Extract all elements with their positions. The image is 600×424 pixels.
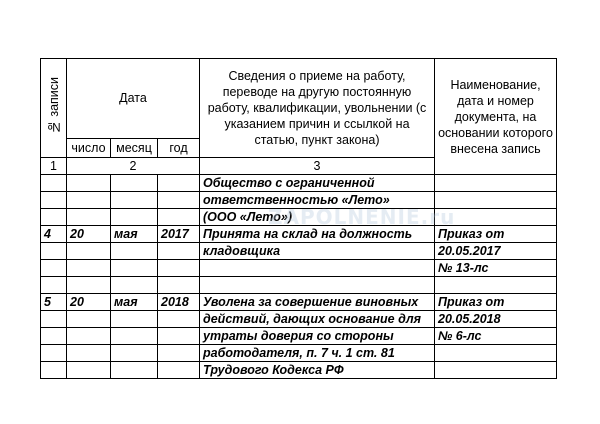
table-row <box>41 311 557 328</box>
entry-info-line: утраты доверия со стороны <box>200 328 435 345</box>
header-doc-line: основании которого <box>438 125 553 140</box>
entry-info-line: Уволена за совершение виновных <box>200 294 435 311</box>
table-row <box>41 328 557 345</box>
entry-day: 20 <box>67 226 111 243</box>
entry-doc-line: Приказ от <box>435 226 557 243</box>
entry-info-line: действий, дающих основание для <box>200 311 435 328</box>
table-row <box>41 277 557 294</box>
header-document <box>435 59 557 175</box>
header-doc-line: документа, на <box>454 109 537 124</box>
header-doc-line: внесена запись <box>450 141 541 156</box>
header-record-no <box>41 59 67 158</box>
entry-doc-line: 20.05.2017 <box>435 243 557 260</box>
table-row <box>41 226 557 243</box>
entry-doc-line: № 6-лс <box>435 328 557 345</box>
org-name-line: (ООО «Лето») <box>200 209 435 226</box>
header-day: число <box>67 138 111 157</box>
entry-doc-line: Приказ от <box>435 294 557 311</box>
entry-year: 2017 <box>158 226 200 243</box>
col-number-2: 2 <box>67 158 200 175</box>
entry-month: мая <box>111 226 158 243</box>
entry-no: 5 <box>41 294 67 311</box>
entry-info-line: Трудового Кодекса РФ <box>200 362 435 379</box>
table-row <box>41 175 557 192</box>
table-row <box>41 294 557 311</box>
header-info-line: статью, пункт закона) <box>254 133 380 147</box>
work-book-table <box>40 58 557 379</box>
header-info <box>200 59 435 158</box>
col-number-1: 1 <box>41 158 67 175</box>
table-row <box>41 192 557 209</box>
entry-no: 4 <box>41 226 67 243</box>
watermark: ZAPOLNENIE.ru <box>268 205 456 229</box>
entry-info-line: Принята на склад на должность <box>200 226 435 243</box>
table-row <box>41 243 557 260</box>
header-doc-line: дата и номер <box>457 93 534 108</box>
table-row <box>41 260 557 277</box>
org-name-line: ответственностью «Лето» <box>200 192 435 209</box>
header-record-no-label: № записи <box>46 77 61 135</box>
header-date: Дата <box>67 59 200 139</box>
entry-month: мая <box>111 294 158 311</box>
entry-info-line: работодателя, п. 7 ч. 1 ст. 81 <box>200 345 435 362</box>
table-row <box>41 362 557 379</box>
header-doc-line: Наименование, <box>450 77 541 92</box>
org-name-line: Общество с ограниченной <box>200 175 435 192</box>
header-info-line: переводе на другую постоянную <box>222 85 412 99</box>
header-info-line: указанием причин и ссылкой на <box>224 117 410 131</box>
header-info-line: работу, квалификации, увольнении (с <box>207 101 427 115</box>
col-number-3: 3 <box>200 158 435 175</box>
header-year: год <box>158 138 200 157</box>
entry-info-line: кладовщика <box>200 243 435 260</box>
table-row <box>41 345 557 362</box>
table-row <box>41 209 557 226</box>
header-month: месяц <box>111 138 158 157</box>
entry-doc-line: 20.05.2018 <box>435 311 557 328</box>
entry-year: 2018 <box>158 294 200 311</box>
header-info-line: Сведения о приеме на работу, <box>228 69 406 83</box>
entry-doc-line: № 13-лс <box>435 260 557 277</box>
entry-day: 20 <box>67 294 111 311</box>
